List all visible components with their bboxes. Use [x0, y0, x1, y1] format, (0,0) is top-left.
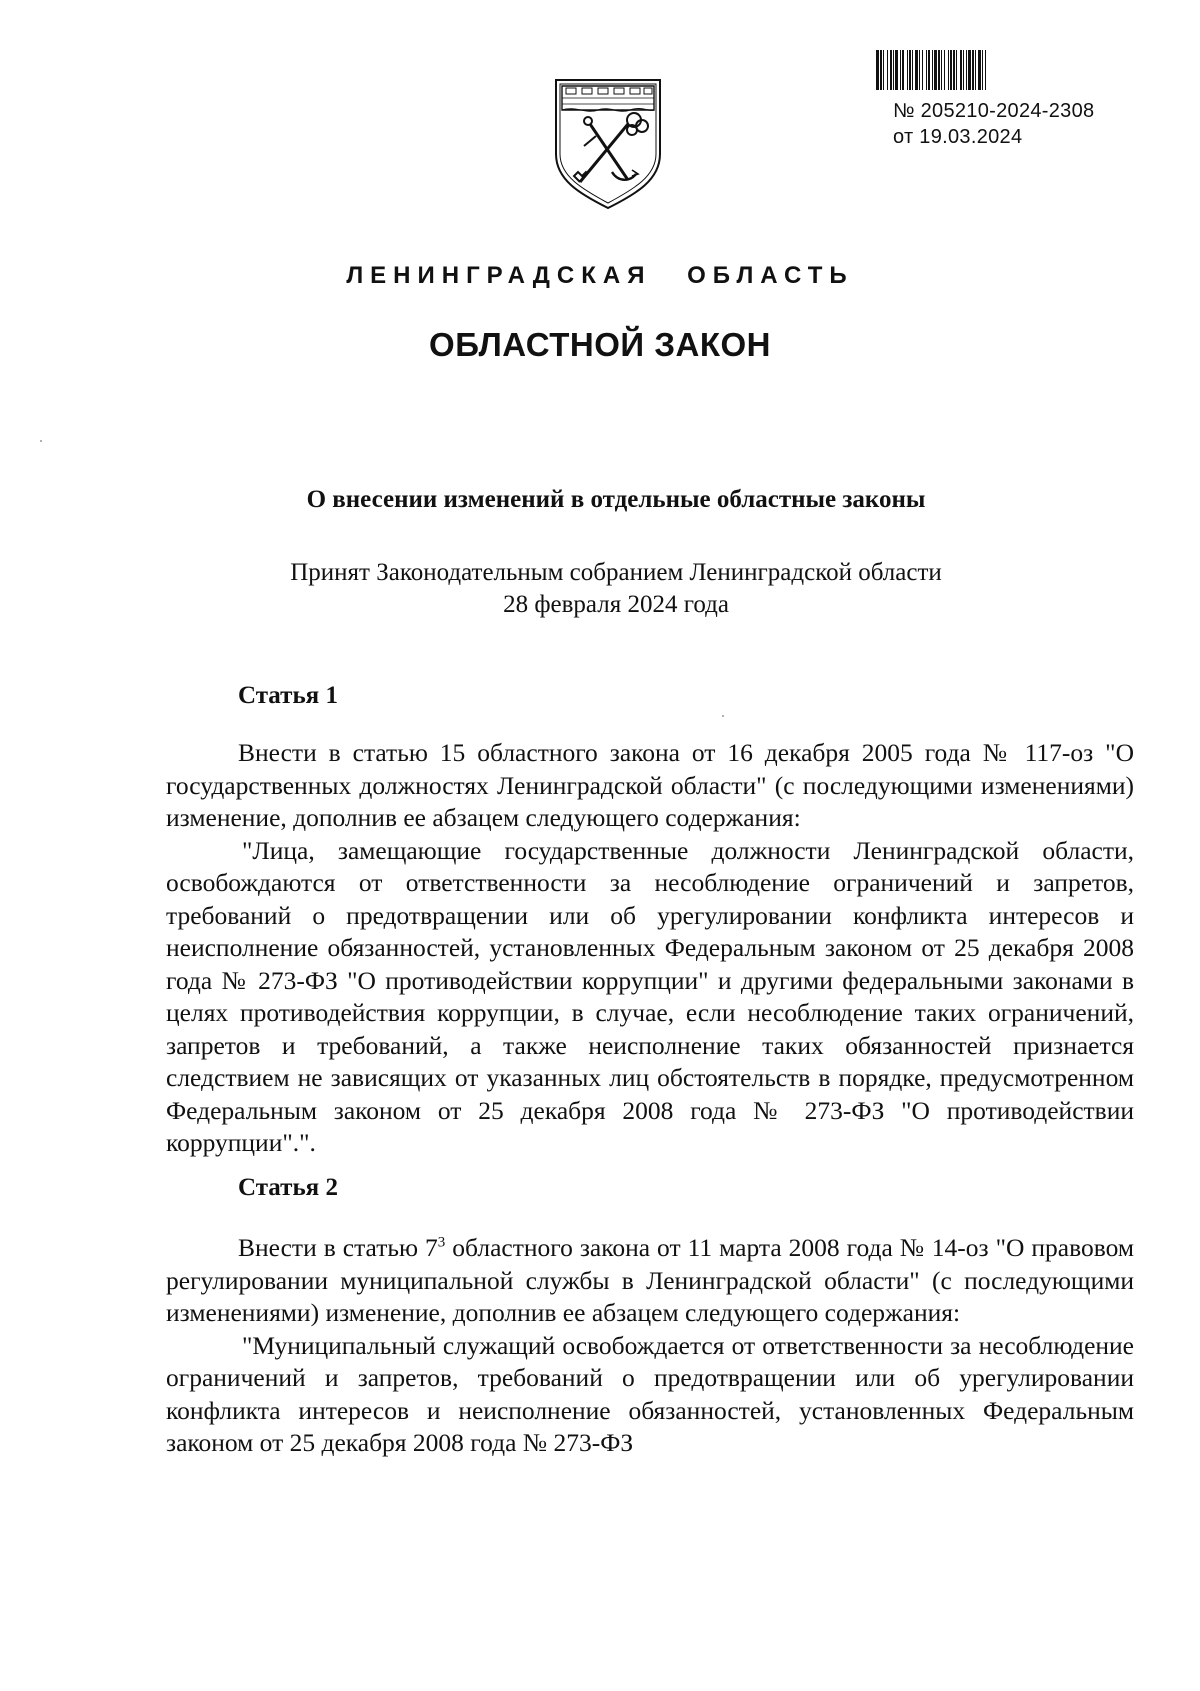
registration-stamp: [893, 98, 1094, 150]
law-type-heading: ОБЛАСТНОЙ ЗАКОН: [429, 326, 771, 363]
scan-speck: [722, 715, 724, 717]
registration-number: № 205210-2024-2308: [893, 100, 1095, 122]
article-quote-paragraph: "Муниципальный служащий освобождается от ответственности за несоблюдение ограничений и запретов, требований о предотвращении или об урегулировании конфликта интересов и неисполнение обязанностей, установленных Федеральным законом от 25 декабря 2008 года № 273-ФЗ: [166, 1330, 1134, 1457]
article-text: Внести в статью 7: [238, 1233, 438, 1262]
registration-date: от 19.03.2024: [893, 126, 1023, 148]
adoption-line-1: Принят Законодательным собранием Ленинградской области: [290, 559, 942, 586]
article-paragraph: Внести в статью 15 областного закона от 16 декабря 2005 года № 117-оз "О государственных должностях Ленинградской области" (с последующими изменениями) изменение, дополнив ее абзацем следующего содержания:: [166, 738, 1134, 832]
law-title: О внесении изменений в отдельные областные законы: [306, 486, 926, 513]
barcode-bar: [986, 50, 988, 90]
leningrad-oblast-coat-of-arms-icon: [552, 76, 664, 212]
article-paragraph: [166, 1232, 1134, 1330]
article-body: [166, 737, 1134, 1160]
scan-speck: [40, 440, 42, 442]
article-text: областного закона от 11 марта 2008 года № 14-оз "О правовом регулировании муниципальной службы в Ленинградской области" (с последующими изменениями) изменение, дополнив ее абзацем следующего содержания:: [166, 1233, 1134, 1327]
adoption-info: [0, 557, 1200, 621]
region-name: ЛЕНИНГРАДСКАЯ ОБЛАСТЬ: [346, 262, 854, 289]
article-heading: Статья 1: [238, 682, 338, 709]
article-heading: Статья 2: [238, 1174, 338, 1201]
adoption-date: 28 февраля 2024 года: [503, 591, 729, 618]
article-quote-paragraph: "Лица, замещающие государственные должности Ленинградской области, освобождаются от ответственности за несоблюдение ограничений и запретов, требований о предотвращении или об урегулировании конфликта интересов и неисполнение обязанностей, установленных Федеральным законом от 25 декабря 2008 года № 273-ФЗ "О противодействии коррупции" и другими федеральными законами в целях противодействия коррупции, в случае, если несоблюдение таких ограничений, запретов и требований, а также неисполнение таких обязанностей признается следствием не зависящих от указанных лиц обстоятельств в порядке, предусмотренном Федеральным законом от 25 декабря 2008 года № 273-ФЗ "О противодействии коррупции".".: [166, 835, 1134, 1157]
barcode-icon: [876, 50, 1134, 90]
article-body: [166, 1232, 1134, 1460]
superscript: 3: [437, 1234, 446, 1251]
